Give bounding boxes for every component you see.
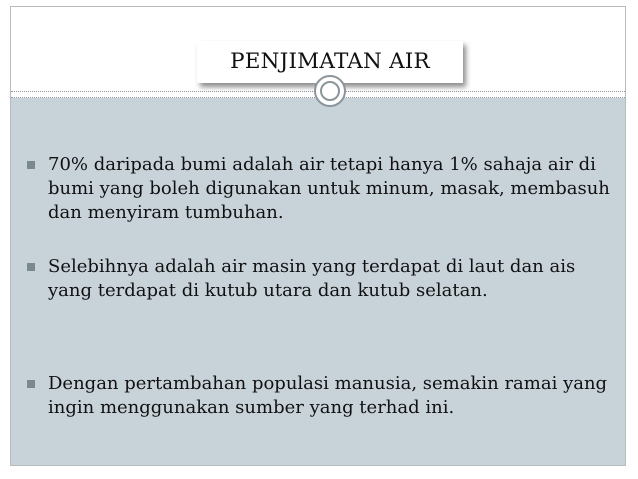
square-bullet-icon <box>27 161 35 169</box>
square-bullet-icon <box>27 263 35 271</box>
bullet-text: Dengan pertambahan populasi manusia, semakin ramai yang ingin menggunakan sumber yang terhad ini. <box>48 373 608 418</box>
slide <box>10 6 626 466</box>
content-panel <box>11 98 625 465</box>
double-ring-circle-icon <box>314 75 346 107</box>
slide-title: PENJIMATAN AIR <box>230 49 430 74</box>
bullet-text: Selebihnya adalah air masin yang terdapat di laut dan ais yang terdapat di kutub utara dan kutub selatan. <box>48 256 576 301</box>
bullet-item <box>21 255 621 303</box>
bullet-item <box>21 153 621 225</box>
square-bullet-icon <box>27 380 35 388</box>
bullet-text: 70% daripada bumi adalah air tetapi hanya 1% sahaja air di bumi yang boleh digunakan untuk minum, masak, membasuh dan menyiram tumbuhan. <box>48 154 610 223</box>
bullet-item <box>21 372 621 420</box>
